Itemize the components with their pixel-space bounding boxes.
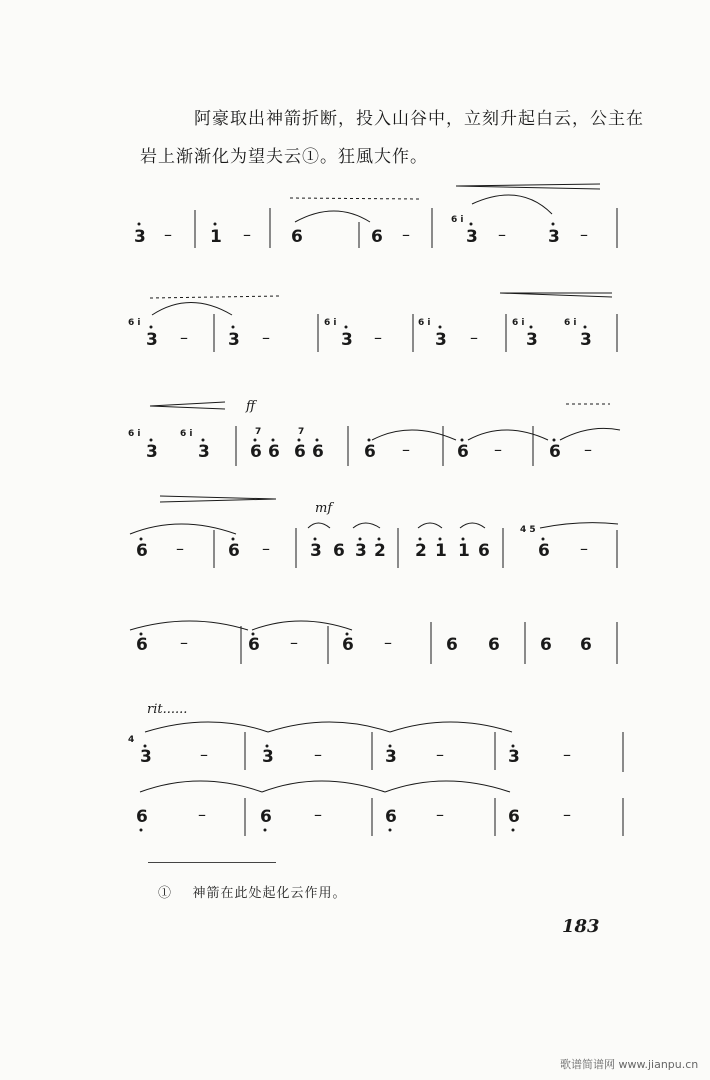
svg-text:6: 6 — [540, 635, 552, 655]
svg-text:6: 6 — [136, 807, 148, 827]
svg-text:6: 6 — [333, 541, 345, 561]
svg-text:3: 3 — [508, 747, 520, 767]
svg-text:2: 2 — [415, 541, 427, 561]
svg-text:6: 6 — [457, 442, 469, 462]
svg-text:ff: ff — [246, 399, 256, 414]
svg-text:2: 2 — [374, 541, 386, 561]
svg-text:–: – — [384, 633, 392, 652]
svg-text:–: – — [198, 805, 206, 824]
svg-text:–: – — [563, 805, 571, 824]
svg-text:6: 6 — [385, 807, 397, 827]
svg-text:6: 6 — [478, 541, 490, 561]
svg-text:4 5: 4 5 — [520, 525, 536, 535]
svg-text:–: – — [584, 440, 592, 459]
svg-text:6: 6 — [136, 541, 148, 561]
svg-text:–: – — [470, 328, 478, 347]
page-number: 183 — [562, 916, 600, 937]
svg-text:–: – — [200, 745, 208, 764]
svg-text:–: – — [436, 805, 444, 824]
svg-text:–: – — [314, 805, 322, 824]
svg-text:–: – — [402, 440, 410, 459]
svg-text:1: 1 — [458, 541, 470, 561]
svg-text:–: – — [262, 539, 270, 558]
footnote-rule — [148, 862, 276, 863]
svg-text:6: 6 — [342, 635, 354, 655]
svg-text:3: 3 — [341, 330, 353, 350]
svg-text:3: 3 — [198, 442, 210, 462]
svg-text:–: – — [498, 225, 506, 244]
svg-text:6: 6 — [549, 442, 561, 462]
svg-text:3: 3 — [134, 227, 146, 247]
footnote-text: 神箭在此处起化云作用。 — [192, 886, 347, 901]
svg-text:3: 3 — [146, 330, 158, 350]
prose-line-1: 阿豪取出神箭折断，投入山谷中，立刻升起白云，公主在 — [194, 109, 644, 129]
svg-text:–: – — [402, 225, 410, 244]
svg-text:–: – — [290, 633, 298, 652]
svg-text:3: 3 — [435, 330, 447, 350]
svg-text:6: 6 — [136, 635, 148, 655]
svg-text:6: 6 — [260, 807, 272, 827]
svg-text:6 i: 6 i — [451, 215, 464, 225]
svg-text:6: 6 — [228, 541, 240, 561]
svg-text:–: – — [314, 745, 322, 764]
score-row-5 — [136, 633, 592, 655]
svg-text:–: – — [580, 539, 588, 558]
score-row-4 — [136, 501, 588, 561]
svg-text:7: 7 — [298, 427, 305, 437]
svg-text:6: 6 — [268, 442, 280, 462]
svg-text:6: 6 — [294, 442, 306, 462]
svg-text:6 i: 6 i — [128, 318, 141, 328]
svg-text:–: – — [180, 328, 188, 347]
svg-text:6: 6 — [371, 227, 383, 247]
svg-text:rit......: rit...... — [147, 702, 188, 717]
svg-text:3: 3 — [548, 227, 560, 247]
svg-text:3: 3 — [228, 330, 240, 350]
svg-text:6 i: 6 i — [180, 429, 193, 439]
svg-text:–: – — [580, 225, 588, 244]
watermark: 歌谱简谱网 www.jianpu.cn — [560, 1058, 699, 1071]
svg-text:6: 6 — [248, 635, 260, 655]
svg-text:–: – — [563, 745, 571, 764]
svg-text:3: 3 — [385, 747, 397, 767]
footnote-marker: ① — [158, 886, 173, 901]
svg-text:3: 3 — [262, 747, 274, 767]
svg-text:4: 4 — [128, 735, 135, 745]
svg-text:6: 6 — [580, 635, 592, 655]
svg-text:–: – — [436, 745, 444, 764]
svg-text:3: 3 — [146, 442, 158, 462]
svg-text:6 i: 6 i — [564, 318, 577, 328]
svg-text:6: 6 — [538, 541, 550, 561]
svg-text:6: 6 — [446, 635, 458, 655]
prose-line-2: 岩上渐渐化为望夫云①。狂風大作。 — [140, 147, 428, 167]
svg-text:–: – — [374, 328, 382, 347]
svg-text:3: 3 — [310, 541, 322, 561]
svg-text:6: 6 — [364, 442, 376, 462]
svg-text:6 i: 6 i — [512, 318, 525, 328]
svg-text:3: 3 — [355, 541, 367, 561]
svg-text:3: 3 — [140, 747, 152, 767]
svg-text:–: – — [176, 539, 184, 558]
svg-text:3: 3 — [466, 227, 478, 247]
svg-text:6 i: 6 i — [324, 318, 337, 328]
svg-text:–: – — [180, 633, 188, 652]
svg-text:–: – — [164, 225, 172, 244]
score-row-1 — [134, 215, 588, 247]
svg-text:–: – — [243, 225, 251, 244]
svg-text:3: 3 — [526, 330, 538, 350]
svg-text:6: 6 — [488, 635, 500, 655]
svg-text:6: 6 — [250, 442, 262, 462]
score-row-3 — [128, 399, 592, 462]
svg-text:6 i: 6 i — [128, 429, 141, 439]
svg-text:6: 6 — [508, 807, 520, 827]
svg-text:–: – — [262, 328, 270, 347]
svg-text:3: 3 — [580, 330, 592, 350]
score-row-2 — [128, 318, 592, 350]
score-row-6 — [128, 702, 571, 827]
svg-text:mf: mf — [315, 501, 333, 516]
svg-text:1: 1 — [210, 227, 222, 247]
svg-text:7: 7 — [255, 427, 262, 437]
svg-text:6: 6 — [312, 442, 324, 462]
svg-text:1: 1 — [435, 541, 447, 561]
svg-text:6 i: 6 i — [418, 318, 431, 328]
footnote — [158, 882, 347, 901]
svg-text:6: 6 — [291, 227, 303, 247]
svg-text:–: – — [494, 440, 502, 459]
